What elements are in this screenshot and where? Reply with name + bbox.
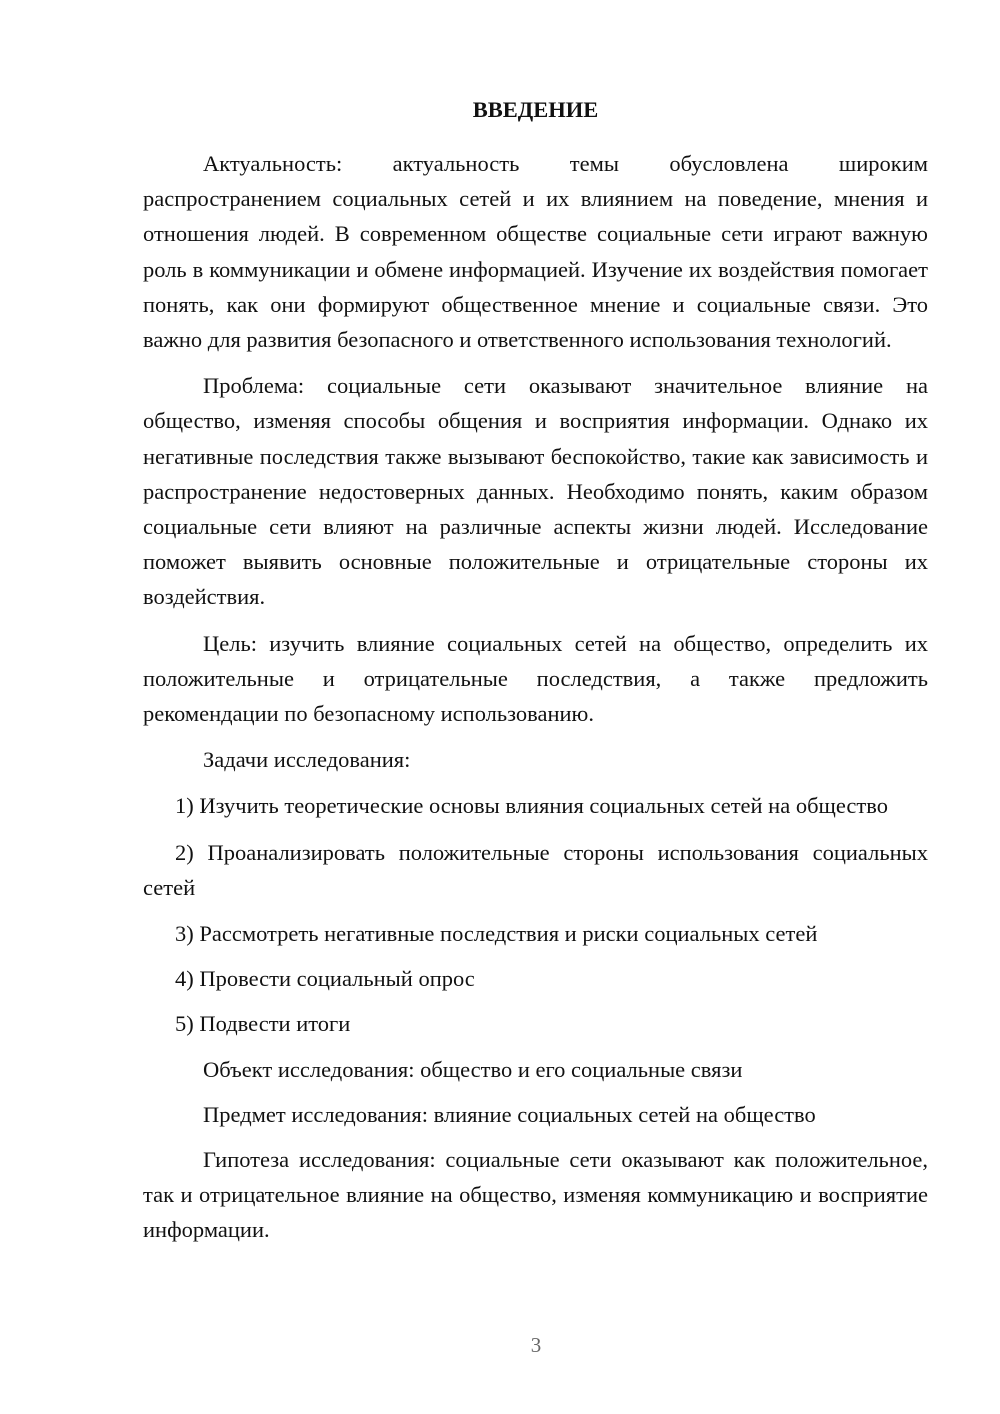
tasks-heading: Задачи исследования: — [203, 747, 411, 773]
research-object: Объект исследования: общество и его социальные связи — [203, 1056, 743, 1082]
research-subject: Предмет исследования: влияние социальных сетей на общество — [203, 1101, 816, 1127]
page-number: 3 — [530, 1333, 542, 1357]
task-item-1: 1) Изучить теоретические основы влияния социальных сетей на общество — [175, 793, 888, 819]
task-item-3: 3) Рассмотреть негативные последствия и риски социальных сетей — [175, 921, 818, 947]
paragraph-relevance: Актуальность: актуальность темы обусловлена широким распространением социальных сетей и их влиянием на поведение, мнения и отношения людей. В современном обществе социальные сети играют важную роль в коммуникации и обмене информацией. Изучение их воздействия помогает понять, как они формируют общественное мнение и социальные связи. Это важно для развития безопасного и ответственного использования технологий. — [143, 151, 928, 353]
task-item-5: 5) Подвести итоги — [175, 1011, 351, 1037]
document-page — [143, 92, 928, 1259]
research-hypothesis: Гипотеза исследования: социальные сети оказывают как положительное, так и отрицательное влияние на общество, изменяя коммуникацию и восприятие информации. — [143, 1147, 928, 1243]
task-item-2: 2) Проанализировать положительные стороны использования социальных сетей — [143, 839, 928, 900]
paragraph-goal: Цель: изучить влияние социальных сетей на общество, определить их положительные и отрицательные последствия, а также предложить рекомендации по безопасному использованию. — [143, 630, 928, 727]
paragraph-problem: Проблема: социальные сети оказывают значительное влияние на общество, изменяя способы общения и восприятия информации. Однако их негативные последствия также вызывают беспокойство, такие как зависимость и распространение недостоверных данных. Необходимо понять, каким образом социальные сети влияют на различные аспекты жизни людей. Исследование поможет выявить основные положительные и отрицательные стороны их воздействия. — [143, 373, 928, 610]
page-title: ВВЕДЕНИЕ — [472, 97, 599, 122]
task-item-4: 4) Провести социальный опрос — [175, 966, 475, 992]
